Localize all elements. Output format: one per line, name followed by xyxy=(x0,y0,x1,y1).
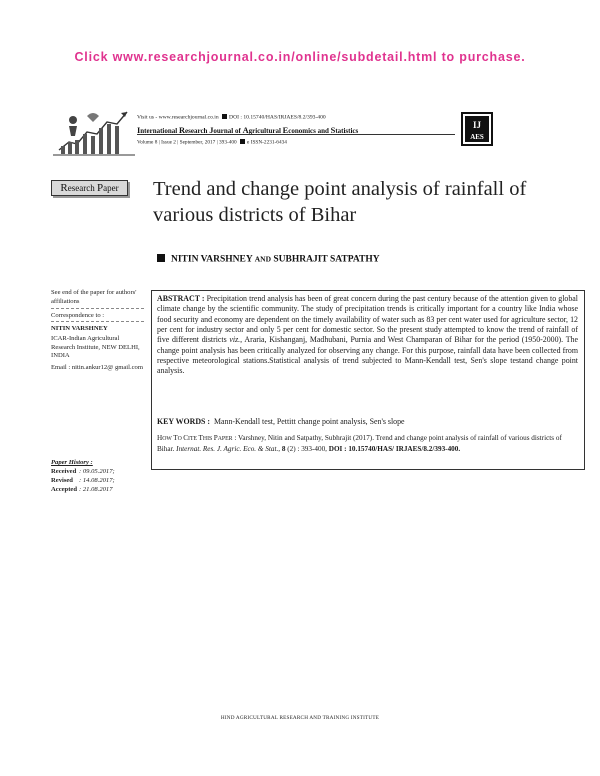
paper-title: Trend and change point analysis of rainfall of various districts of Bihar xyxy=(153,178,527,226)
history-revised: Revised : 14.08.2017; xyxy=(51,477,115,484)
visit-prefix: Visit us - xyxy=(137,114,159,121)
history-received: Received : 09.05.2017; xyxy=(51,468,115,475)
abstract-label: ABSTRACT : xyxy=(157,294,205,303)
author-conjunction: AND xyxy=(254,254,272,264)
publisher-footer: HIND AGRICULTURAL RESEARCH AND TRAINING INSTITUTE xyxy=(220,715,380,721)
doi-header: DOI : 10.15740/HAS/IRJAES/8.2/393-400 xyxy=(229,114,326,121)
sidebar-divider xyxy=(51,308,144,309)
volume-line xyxy=(137,139,287,146)
journal-illustration xyxy=(53,106,135,158)
abstract: ABSTRACT : Precipitation trend analysis has been of great concern during the past century because of the attention given to global climate change by the scientific community. The study of precipitation trends is critically important for a country like India whose food security and economy are dependent on the timely availability of water such as 83 per cent water used for agriculture sector, 12 per cent for industry sector and only 5 per cent for domestic sector. So the present study attempted to know the trend of rainfall of five different districts viz., Araria, Kishanganj, Madhubani, Purnia and West Champaran of Bihar for the period (1950-2000). The change point analysis has been critically analyzed for observing any change. For this purpose, rainfall data have been collected from respective meteorological stations.Statistical analysis of trend subjected to Mann-Kendall test, Sen's slope testand change point analysis. xyxy=(157,294,578,376)
svg-text:IJ: IJ xyxy=(472,120,482,130)
square-bullet-icon xyxy=(240,139,245,144)
sidebar-divider xyxy=(51,321,144,322)
keywords xyxy=(157,417,578,426)
history-accepted: Accepted : 21.08.2017 xyxy=(51,486,113,493)
author-1: NITIN VARSHNEY xyxy=(171,254,253,265)
keywords-text: Mann-Kendall test, Pettitt change point analysis, Sen's slope xyxy=(214,417,405,426)
journal-name: International Research Journal of Agricultural Economics and Statistics xyxy=(137,126,359,135)
affiliation-note: See end of the paper for authors' affiliations xyxy=(51,289,137,305)
author-line xyxy=(157,254,380,265)
square-bullet-icon xyxy=(222,114,227,119)
svg-text:AES: AES xyxy=(470,133,484,141)
paper-history-label: Paper History : xyxy=(51,459,93,466)
correspondence-org: ICAR-Indian Agricultural Research Institute, NEW DELHI, INDIA xyxy=(51,335,140,359)
volume-info: Volume 8 | Issue 2 | September, 2017 | 393-400 xyxy=(137,139,237,146)
square-bullet-icon xyxy=(157,254,165,262)
correspondence-email[interactable]: Email : nitin.ankur12@ gmail.com xyxy=(51,364,143,371)
journal-logo-label xyxy=(470,148,473,149)
journal-logo xyxy=(461,112,493,146)
paper-type-badge: Research Paper xyxy=(51,180,128,196)
keywords-label: KEY WORDS : xyxy=(157,417,211,426)
issn: e ISSN-2231-6434 xyxy=(247,139,287,146)
citation: HOW TO CITE THIS PAPER : Varshney, Nitin and Satpathy, Subhrajit (2017). Trend and change point analysis of rainfall of various districts of Bihar. Internat. Res. J. Agric. Eco. & Stat., 8 (2) : 393-400, DOI : 10.15740/HAS/ IRJAES/8.2/393-400. xyxy=(157,434,562,453)
correspondence-label: Correspondence to : xyxy=(51,312,105,319)
purchase-link[interactable]: Click www.researchjournal.co.in/online/subdetail.html to purchase. xyxy=(74,50,526,64)
journal-url[interactable]: www.researchjournal.co.in xyxy=(158,114,219,121)
visit-line xyxy=(137,114,326,121)
author-2: SUBHRAJIT SATPATHY xyxy=(273,254,380,265)
correspondence-name: NITIN VARSHNEY xyxy=(51,325,108,332)
header-rule xyxy=(137,134,455,135)
citation-doi[interactable]: DOI : 10.15740/HAS/ IRJAES/8.2/393-400. xyxy=(328,444,461,453)
